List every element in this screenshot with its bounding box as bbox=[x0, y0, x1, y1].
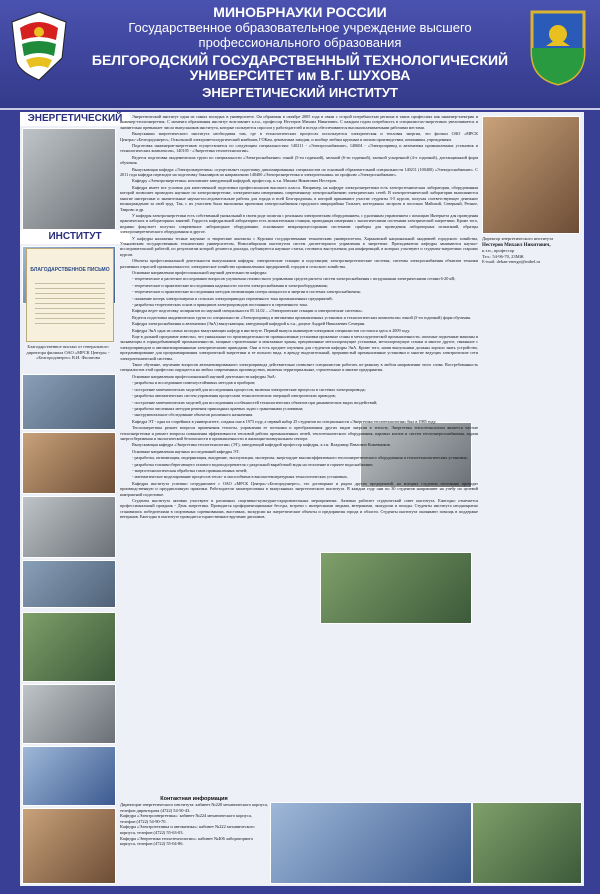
paragraph: Подготовка инженеров-энергетиков осуществляется по следующим специальностям: 140211 - «Электроснабжение», 140604 - «Электропривод и автоматика промышленных установок и технологических комплексов», 140105 - «Энергетика теплотехнологии». bbox=[120, 143, 478, 154]
campus-photo bbox=[22, 128, 116, 230]
paragraph: Выпускники энергетического института необходимы там, где в технологических процессах используются электрическая и тепловая энергия, это филиал ОАО «МРСК Центра»-«Белгородэнерго», Оскольский электрометаллургический комбинат, ГОКам, цементным заводам, и вообще любым крупным и малым производствам, компаниям, учреждениям. bbox=[120, 131, 478, 142]
contacts-block bbox=[120, 796, 268, 847]
paragraph: - разработка численных методов решения прикладных краевых задач с граничными условиями; bbox=[132, 405, 304, 411]
paragraph: У кафедры налажены тесные научные и творческие контакты с Курским государственным техническим университетом, Харьковской национальной академией городского хозяйства, Ульяновским государственным техническим университетом, Новосибирским институтом систем диспетчерского управления в энергетике. Преподаватели кафедры занимаются научно-исследовательской работой, по результатам которой делаются доклады, публикуются научные статьи, готовятся выступления для конференций, в которых участвуют и студенты-энергетики старших курсов. bbox=[120, 235, 478, 257]
paragraph: Кафедру «Электроэнергетика» возглавляет заведующий кафедрой, профессор, к.т.н. Михаил Никитович Нестеров. bbox=[132, 178, 337, 184]
paragraph: Энергетический институт один из самых молодых в университете. Он образован в октябре 2005 года в связи с острой потребностью региона в таких профессиях как инженер-электрик и инженер-теплоэнергетик. С момента образования институт возглавляет к.т.н., профессор Нестеров Михаил Никитович. С каждым годом потребность в специалистах-энергетиках увеличивается и значительно превышает число выпускников института, которые пользуются спросом у работодателей и всегда обеспечиваются высокооплачиваемыми рабочими местами. bbox=[120, 114, 478, 130]
sports-team-photo bbox=[472, 802, 582, 884]
institution-type: Государственное образовательное учреждение высшего профессионального образования bbox=[128, 20, 472, 50]
paragraph: Выпускающая кафедра «Электроэнергетика» осуществляет подготовку дипломированных специалистов по основной образовательной специальности 140211 (100400) «Электроснабжение». С 2011 года кафедра переходит на подготовку бакалавров по направлению 140400 «Электроэнергетика и электротехника» по профилю «Электроснабжение». bbox=[120, 166, 478, 178]
student-events-photo bbox=[270, 802, 472, 884]
paragraph: - энерготехнологическая обработка газов промышленных печей; bbox=[132, 467, 248, 473]
director-role: Директор энергетического института bbox=[482, 236, 554, 241]
institute-name: ЭНЕРГЕТИЧЕСКИЙ ИНСТИТУТ bbox=[202, 85, 398, 100]
director-portrait-photo bbox=[482, 116, 580, 234]
director-phone: Тел.: 54-96-70, 23МЖ bbox=[482, 253, 524, 259]
paragraph: - снижение потерь электроэнергии в сельских электроприводах переменного тока промышленных предприятий; bbox=[132, 295, 333, 301]
paragraph: - построение математических моделей для исследования процессов, включая электрические процессы в системах электропривода; bbox=[132, 386, 366, 392]
paragraph: Ведется подготовка академических групп по специальности «Электропривод и автоматика промышленных установок и технологических комплексов» очной (5-ти годичной) форм обучения. bbox=[132, 314, 471, 320]
letter-caption: Благодарственное письмо от генерального директора филиала ОАО «МРСК Центра» - «Белгородэнерго» В.И. Филатова bbox=[26, 344, 110, 360]
letter-text-lines bbox=[35, 279, 105, 325]
university-name: БЕЛГОРОДСКИЙ ГОСУДАРСТВЕННЫЙ ТЕХНОЛОГИЧЕСКИЙ УНИВЕРСИТЕТ им В.Г. ШУХОВА bbox=[91, 52, 509, 83]
director-email: E-mail: dekan-energo@intbel.ru bbox=[482, 259, 541, 264]
paragraph: Кафедры института успешно сотрудничают с ОАО «МРСК Центра»-«Белгородэнерго», это договорные и рядом других предприятий, на которых студенты постоянно проходят производственную и преддипломную практики. Работодатели заинтересованы в выпускниках энергетического института. В каждом году они по 30 студентов направляют на учебу по целевой контрактной подготовке. bbox=[120, 480, 478, 497]
side-tag-bottom: ИНСТИТУТ bbox=[20, 230, 130, 244]
laboratory-photo bbox=[22, 496, 116, 558]
paragraph: Студенты института активно участвуют в различных спортивно-культурно-оздоровительных мероприятиях. Активно работает студенческий совет института. Ежегодно отмечается профессиональный праздник - День энергетика. Проводятся профориентационные беседы, встречи с интересными людьми, ветеранами, экскурсии и походы. Студенты института неоднократно становились победителями в спортивных соревнованиях, выставках, экскурсии на энергетические объекты и предприятия города и области. Студенты института оказывают помощь в поддержке ветеранов. Ежегодно в институте проводится торжественное вручение дипломов. bbox=[120, 498, 478, 520]
classroom-photo bbox=[22, 560, 116, 608]
power-lines-photo bbox=[22, 746, 116, 806]
paragraph: Объекты профессиональной деятельности выпускников кафедры: электрические станции и подстанции; электроэнергетические системы; системы электроснабжения объектов техники различных отраслей промышленности; электрическое хозяйство промышленных предприятий, городов и сельского хозяйства. bbox=[120, 258, 478, 269]
director-caption bbox=[482, 236, 578, 265]
paragraph: Такое обучение, изучению вопросов автоматизированного электропривода действительно позволяет специалистам работать по-разному в любом направлении этого слова. Востребованность специалистов этой профессии ощущается на любых современных производствах, включая территориальные, строительные и многие предприятия. bbox=[120, 362, 478, 373]
paragraph: У кафедры электроэнергетики есть собственный уникальный в своем роде полигон с реальным электрическим оборудованием, с удаленным управлением с помощью Интернета для проведения практических и лабораторных занятий. Гордость кафедральной лаборатории есть испытательная станция, проводящая измерения с экологическими системами электрической энергетики. Кроме того, недавно факультет получил современное лабораторное оборудование, основанное микропроцессорными системами: приборы для проведения лабораторных испытаний, образцы электроэнергетического оборудования и другое. bbox=[120, 212, 478, 235]
paragraph: Теплоэнергетика решает вопросы применения теплоты, управления ее потоками и преобразования других видов энергии в теплоту. Энергетика теплотехнологии является частью теплоэнергетики и решает вопросы повышения эффективности тепловой работы промышленных печей, теплотехнического оборудования, паровых котлов и систем теплоэнергоснабжения, задачи энергосбережения и экологической безопасности в промышленности и жилищно-коммунальном секторе. bbox=[120, 425, 478, 441]
paragraph: Ведется подготовка академических групп по специальности «Электроснабжение» очной (5-ти годичной), заочной (6-ти годичной), заочной ускоренной (4-х годичной), дистанционной форм обучения. bbox=[120, 154, 478, 166]
contact-line: Директорат энергетического института: кабинет №220 механического корпуса, телефон директората (4722) 54-50-43. bbox=[120, 802, 268, 813]
paragraph: - разработка теоретических основ и принципов электропроводов постоянного и переменного тока. bbox=[132, 302, 308, 307]
paragraph: Основные направления профессиональной научной деятельности кафедры: bbox=[132, 269, 267, 275]
director-name: Нестеров Михаил Никитович, bbox=[482, 242, 551, 248]
paragraph: Основные направления профессиональной научной деятельности кафедры ЭнА: bbox=[132, 373, 276, 379]
paragraph: Кафедра ЭнА одна из самых молодых выпускающих кафедр в институте. Первый выпуск инженеров-электриков специалистов состоялся здесь в 2009 году. bbox=[132, 327, 411, 333]
paragraph: Еще в дальней программе известно, что уникальные по производительности промышленные установки прокатные станы в металлургической промышленности, шахтные подъемные машины и экскаваторы в горнодобывающей промышленности, мощные строительные и монтажные краны, прецизионные металлорежущие установки, металлорежущие станки и многое другое, связанное с электроприводом и автоматизированными электрическими приводами. Они и есть предмет изучения для студентов кафедры ЭнА. Кроме того, наши выпускники должны хорошо знать устройство, программирование для программирования электрической энергетики и ее полного вида, в аренду выделительный, прерывистый промышленные установки и многие ведущих электрические сети электротехнической системы. bbox=[120, 334, 478, 361]
paragraph: - инструментальное обследование объектов различного назначения. bbox=[132, 412, 254, 418]
ministry-title: МИНОБРНАУКИ РОССИИ bbox=[213, 4, 387, 20]
contacts-title: Контактная информация bbox=[160, 796, 228, 802]
paragraph: - теоретическое и расчетное исследование вопросов улучшения стоимостного управления средств расчета систем электроснабжения с воздушными электрическими сетями 6-20 кВ; bbox=[132, 276, 456, 282]
students-photo bbox=[22, 432, 116, 494]
paragraph: Кафедра имеет все условия для качественной подготовки профессионалов высокого класса. Например, на кафедре электроэнергетики есть электротехническая лаборатория, оборудованная которой позволяет проводить научные по электроэнергетике, электрическим измерениям, современному электроснабжению электрических сетей. В электротехнической лаборатории выполняются многие интересные и значительные научно-исследовательские работы для города и всей Белгородчины, в которой принимают участие студенты 3-5 курсов, получая соответствующее денежное вознаграждение за свой труд. Так, с их участием была выполнена проектная электроснабжения городского микрорайона Тальмет, коттеджных застроек в поселках Майский, Северный, Репное, Таврово и др. bbox=[120, 184, 478, 212]
paragraph: - построение математических моделей для исследования особенностей технологических объектов при динамических видах воздействий; bbox=[132, 399, 378, 405]
paragraph: - математическое моделирование процессов тепло- и массообмена в высокотемпературных технологических установках. bbox=[132, 474, 349, 480]
paragraph: Кафедра ведет подготовку аспирантов по научной специальности 05.14.02 – «Электрические станции и электрические системы». bbox=[132, 308, 363, 314]
paragraph: Основные направления научных исследований кафедры ЭТ: bbox=[132, 448, 240, 454]
contact-line: Кафедра «Электроэнергетика»: кабинет №224 механического корпуса, телефон (4722) 54-90-70. bbox=[120, 813, 253, 824]
letter-title: БЛАГОДАРСТВЕННОЕ ПИСЬМО bbox=[30, 267, 110, 273]
paragraph: - разработка топливосберегающего газового водоподогревателя с раздельной выработкой воды на отопление и горячее водоснабжение; bbox=[132, 461, 374, 467]
paragraph: Кафедра электроснабжения и автоматики (ЭнА) выпускающая, заведующий кафедрой к.т.н., доцент Андрей Николаевич Семерин. bbox=[132, 321, 366, 327]
equipment-photo bbox=[22, 684, 116, 744]
city-coat-of-arms-icon bbox=[528, 8, 588, 86]
contact-line: Кафедра «Энергетика теплотехнологии»: кабинет №406 лабораторного корпуса, телефон (4722) 55-04-86. bbox=[120, 835, 254, 847]
paragraph: Выпускающая кафедра «Энергетика теплотехнологии» (ЭТ), заведующий кафедрой профессор кафедры, к.т.н. Владимир Павлович Кожевников. bbox=[132, 442, 391, 448]
paragraph: Кафедра ЭТ - одна из старейших в университете, создана она в 1973 году, а первый набор 25 студентов по специальности «Энергетика теплотехнологии» был в 1985 году. bbox=[132, 418, 437, 424]
main-text bbox=[120, 114, 478, 798]
paragraph: - теоретические и практические исследования надежности систем электроснабжения и электрооборудования; bbox=[132, 282, 328, 288]
side-tag-top: ЭНЕРГЕТИЧЕСКИЙ bbox=[20, 112, 130, 126]
content-panel bbox=[20, 112, 584, 886]
contact-line: Кафедра «Электротехника и автоматика»: кабинет №222 механического корпуса, телефон (4722) 55-63-03. bbox=[120, 824, 255, 835]
director-degree: к.т.н., профессор bbox=[482, 248, 515, 253]
paragraph: - разработка автоматических систем управления процессами технологических операций электрических приводов; bbox=[132, 393, 336, 399]
substation-photo bbox=[22, 612, 116, 682]
paragraph: - разработка и исследование помехоустойчивых методов и приборов; bbox=[132, 380, 256, 386]
graduation-photo bbox=[22, 808, 116, 884]
gratitude-letter-image bbox=[26, 248, 114, 342]
lecture-hall-photo bbox=[22, 374, 116, 430]
header bbox=[0, 0, 600, 110]
paragraph: - разработка, оптимизация, модернизация, внедрение, эксплуатация, экспертиза, энергоаудит высокоэффективного теплоэнергетического оборудования и теплотехнологических установок; bbox=[132, 455, 468, 461]
paragraph: - теоретические и практические исследования методов оптимизации потерь мощности и энергии в системах электроснабжения; bbox=[132, 289, 361, 295]
